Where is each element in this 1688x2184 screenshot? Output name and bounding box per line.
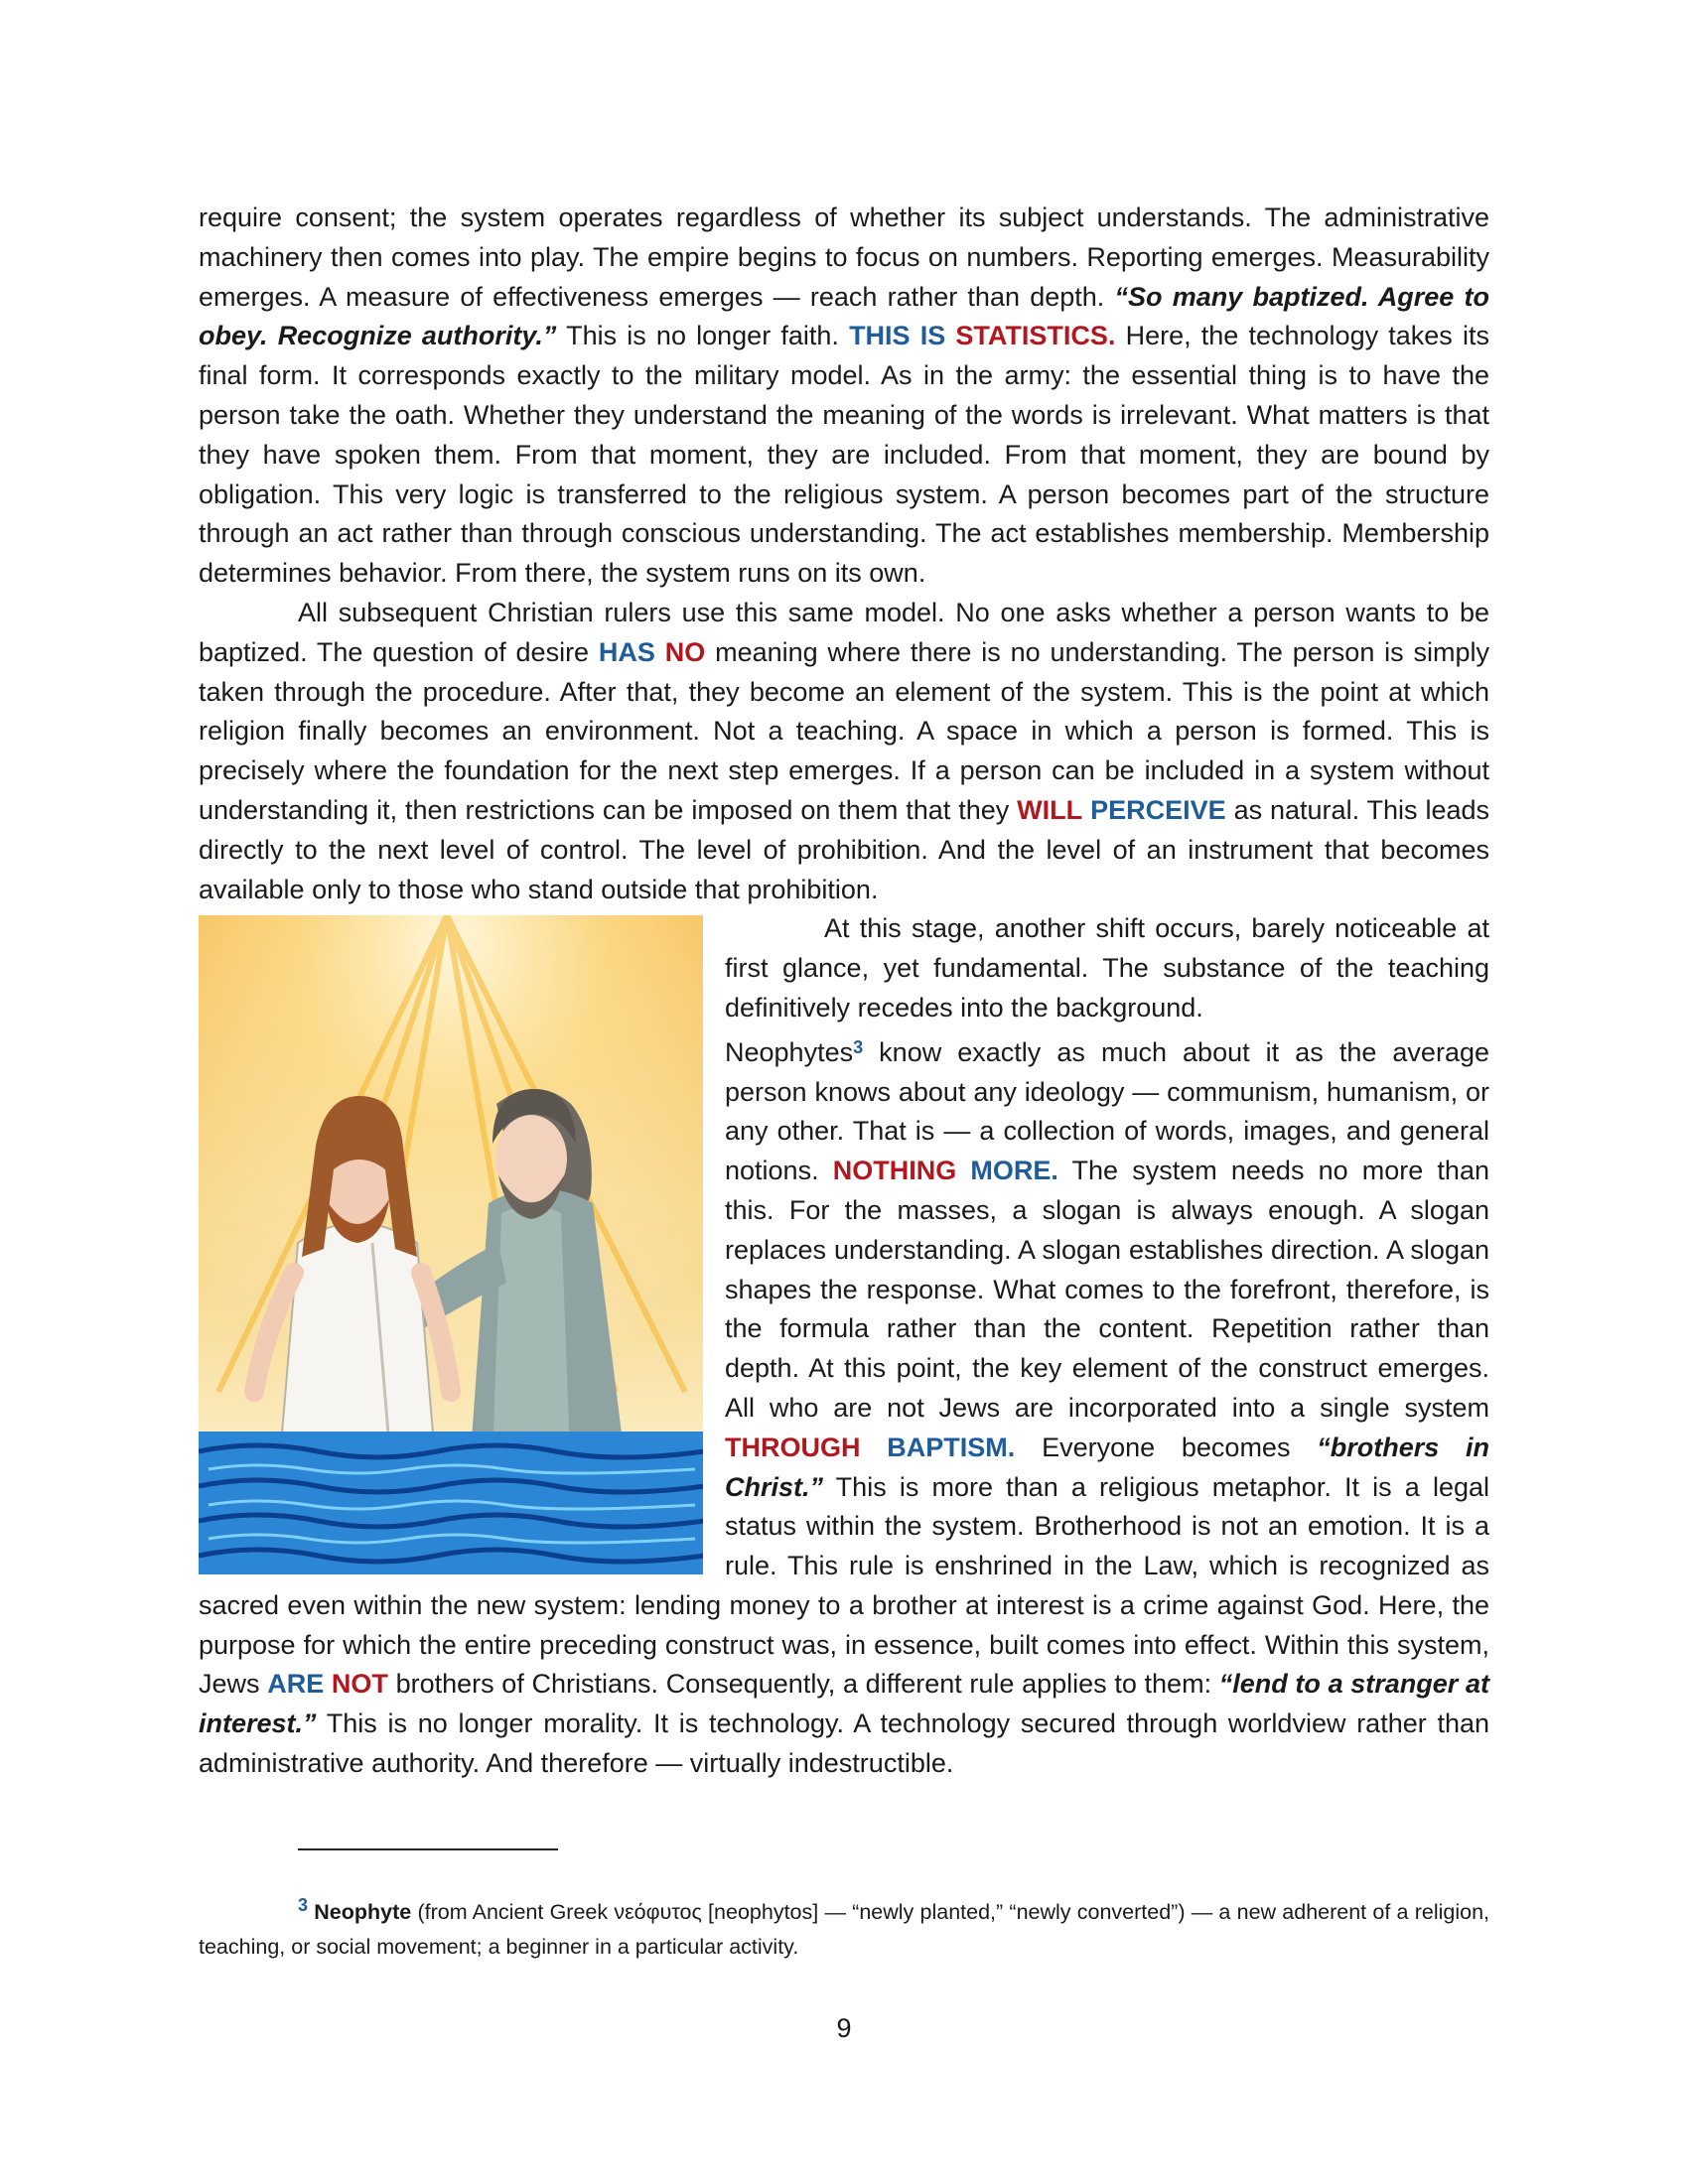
text-run: Neophytes (725, 1036, 854, 1067)
footnote (199, 1888, 1489, 1965)
highlight-perceive: PERCEIVE (1090, 794, 1226, 825)
text-run: as natural. This leads directly to the next level of control. The level of prohibition. And the level of an instrument that becomes available only to those who stand outside that prohibition. (199, 794, 1489, 904)
highlight-this-is: THIS IS (849, 321, 946, 351)
paragraph-1 (199, 199, 1489, 594)
page-number: 9 (836, 2013, 852, 2043)
text-run: require consent; the system operates regardless of whether its subject understands. The administrative machinery then comes into play. The empire begins to focus on numbers. Reporting emerges. Measurability emerges. A measure of effectiveness emerges — reach rather than depth. (199, 203, 1489, 312)
highlight-nothing: NOTHING (832, 1156, 957, 1186)
text-run: This is no longer morality. It is technology. A technology secured through worldview rather than administrative authority. And therefore — virtually indestructible. (199, 1708, 1489, 1779)
highlight-are: ARE (267, 1669, 325, 1700)
text-run: This is no longer faith. (556, 321, 850, 351)
quote-so-many-baptized: “So many baptized. Agree to obey. Recognize authority.” (199, 281, 1489, 351)
text-run: This is more than a religious metaphor. It is a legal status within the system. Brotherhood is not an emotion. It is a rule. This rule is enshrined in the Law, which is recognized as sacred even within the new system: lending money to a brother at interest is a crime against God. Here, the purpose for which the entire preceding construct was, in essence, built comes into effect. Within this system, Jews (199, 1471, 1489, 1700)
highlight-baptism: BAPTISM. (887, 1432, 1016, 1462)
highlight-will: WILL (1017, 794, 1083, 825)
highlight-not: NOT (331, 1669, 388, 1700)
text-run: brothers of Christians. Consequently, a different rule applies to them: (387, 1669, 1219, 1700)
highlight-has: HAS (598, 636, 655, 667)
highlight-statistics: STATISTICS. (955, 321, 1116, 351)
text-run: meaning where there is no understanding. The person is simply taken through the procedure. After that, they become an element of the system. This is the point at which religion finally becomes an environment. Not a teaching. A space in which a person is formed. This is precisely where the foundation for the next step emerges. If a person can be included in a system without understanding it, then restrictions can be imposed on them that they (199, 636, 1490, 825)
baptism-illustration (199, 915, 703, 1574)
footnote-ref[interactable]: 3 (853, 1036, 864, 1057)
footnote-term: Neophyte (314, 1900, 412, 1924)
text-run: All subsequent Christian rulers use this same model. No one asks whether a person wants to be baptized. The question of desire (199, 597, 1489, 667)
highlight-no: NO (664, 636, 706, 667)
page-body (199, 199, 1489, 1784)
highlight-through: THROUGH (725, 1432, 861, 1462)
footnote-marker: 3 (298, 1895, 309, 1915)
text-run: The system needs no more than this. For the masses, a slogan is always enough. A slogan replaces understanding. A slogan establishes direction. A slogan shapes the response. What comes to the forefront, therefore, is the formula rather than the content. Repetition rather than depth. At this point, the key element of the construct emerges. All who are not Jews are incorporated into a single system (725, 1156, 1489, 1423)
paragraph-2 (199, 594, 1489, 909)
text-run: Everyone becomes (1015, 1432, 1318, 1462)
quote-brothers-in-christ: “brothers in Christ.” (725, 1432, 1489, 1502)
text-run: Here, the technology takes its final form. It corresponds exactly to the military model. As in the army: the essential thing is to have the person take the oath. Whether they understand the meaning of the words is irrelevant. What matters is that they have spoken them. From that moment, they are included. From that moment, they are bound by obligation. This very logic is transferred to the religious system. A person becomes part of the structure through an act rather than through conscious understanding. The act establishes membership. Membership determines behavior. From there, the system runs on its own. (199, 321, 1489, 589)
text-run: know exactly as much about it as the average person knows about any ideology — communism, humanism, or any other. That is — a collection of words, images, and general notions. (725, 1036, 1489, 1186)
highlight-more: MORE. (970, 1156, 1058, 1186)
footnote-divider (298, 1848, 558, 1850)
text-run: At this stage, another shift occurs, barely noticeable at first glance, yet fundamental. The substance of the teaching definitively recedes into the background. (725, 913, 1489, 1023)
footnote-text: (from Ancient Greek νεόφυτος [neophytos] — “newly planted,” “newly converted”) — a new adherent of a religion, teaching, or social movement; a beginner in a particular activity. (199, 1900, 1490, 1959)
quote-lend-to-stranger: “lend to a stranger at interest.” (199, 1669, 1489, 1739)
